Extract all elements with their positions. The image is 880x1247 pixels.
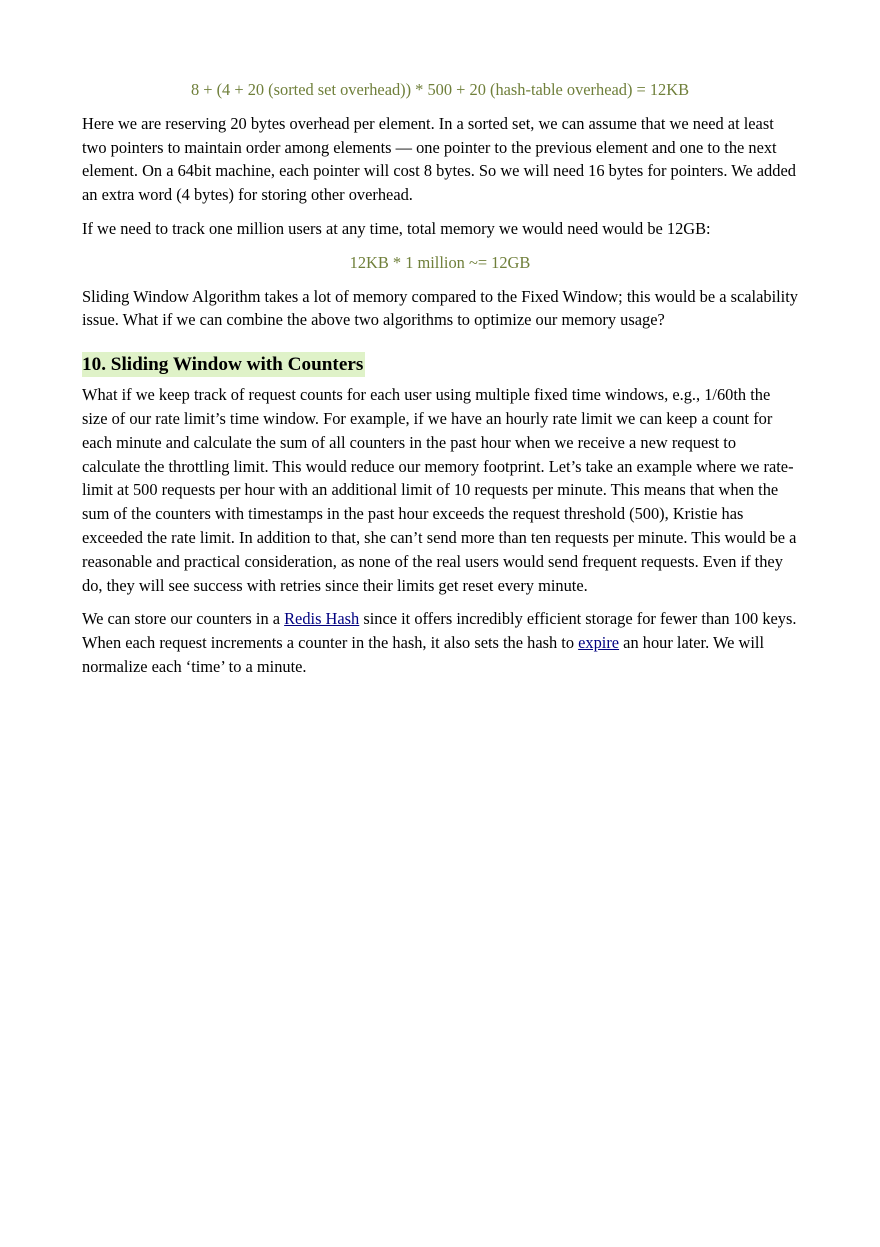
storage-text-3: an hour later. We will normalize each ‘time’ to a minute. xyxy=(82,633,765,676)
storage-paragraph xyxy=(82,607,798,678)
document-page xyxy=(82,78,798,689)
redis-hash-link[interactable]: Redis Hash xyxy=(284,609,360,629)
memory-per-user-formula: 8 + (4 + 20 (sorted set overhead)) * 500 + 20 (hash-table overhead) = 12KB xyxy=(190,80,690,99)
overhead-paragraph: Here we are reserving 20 bytes overhead per element. In a sorted set, we can assume that we need at least two pointers to maintain order among elements — one pointer to the previous element and one to the next element. On a 64bit machine, each pointer will cost 8 bytes. So we will need 16 bytes for pointers. We added an extra word (4 bytes) for storing other overhead. xyxy=(82,113,796,205)
storage-text-2: since it offers incredibly efficient storage for fewer than 100 keys. When each request increments a counter in the hash, it also sets the hash to xyxy=(82,609,797,653)
section-heading: 10. Sliding Window with Counters xyxy=(82,354,364,376)
million-users-paragraph: If we need to track one million users at any time, total memory we would need would be 12GB: xyxy=(82,218,711,238)
expire-link[interactable]: expire xyxy=(578,633,620,653)
total-memory-formula: 12KB * 1 million ~= 12GB xyxy=(349,252,531,272)
storage-text-1: We can store our counters in a xyxy=(82,609,285,629)
counters-paragraph: What if we keep track of request counts for each user using multiple fixed time windows, e.g., 1/60th the size of our rate limit’s time window. For example, if we have an hourly rate limit we can keep a count for each minute and calculate the sum of all counters in the past hour when we receive a new request to calculate the throttling limit. This would reduce our memory footprint. Let’s take an example where we rate-limit at 500 requests per hour with an additional limit of 10 requests per minute. This means that when the sum of the counters with timestamps in the past hour exceeds the request threshold (500), Kristie has exceeded the rate limit. In addition to that, she can’t send more than ten requests per minute. This would be a reasonable and practical consideration, as none of the real users would send frequent requests. Even if they do, they will see success with retries since their limits get reset every minute. xyxy=(82,385,797,595)
section-heading-wrapper xyxy=(82,352,798,377)
sliding-window-memory-paragraph: Sliding Window Algorithm takes a lot of memory compared to the Fixed Window; this would be a scalability issue. What if we can combine the above two algorithms to optimize our memory usage? xyxy=(82,286,798,330)
